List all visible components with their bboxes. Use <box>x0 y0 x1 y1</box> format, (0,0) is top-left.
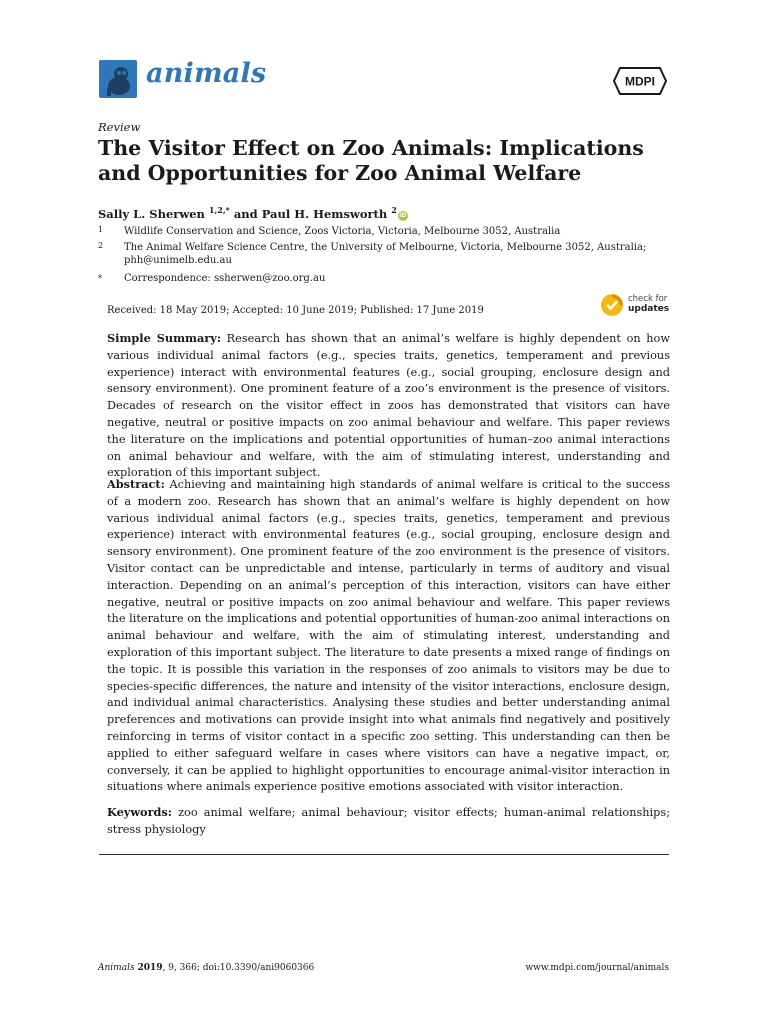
check-updates-line1: check for <box>628 294 668 304</box>
affiliation-mark: 1 <box>98 225 104 234</box>
mdpi-logo <box>612 66 668 96</box>
simple-summary <box>107 330 670 482</box>
footer-citation <box>98 963 314 973</box>
check-for-updates-button[interactable] <box>600 293 670 319</box>
check-updates-icon <box>600 293 624 317</box>
mdpi-logo-text: MDPI <box>625 74 655 89</box>
author-list <box>98 205 408 221</box>
keywords-label: Keywords: <box>107 805 172 819</box>
author-affiliation-sup: 2 <box>391 205 397 215</box>
abstract <box>107 476 670 796</box>
author-affiliation-sup: 1,2,* <box>208 205 230 215</box>
publication-dates: Received: 18 May 2019; Accepted: 10 June 2019; Published: 17 June 2019 <box>107 305 484 316</box>
affiliation-text: The Animal Welfare Science Centre, the University of Melbourne, Victoria, Melbourne 3052, Australia; phh@unimelb.edu.au <box>124 242 647 266</box>
footer-url[interactable]: www.mdpi.com/journal/animals <box>525 963 669 973</box>
author-conjunction: and <box>233 206 258 221</box>
correspondence-text[interactable]: Correspondence: ssherwen@zoo.org.au <box>124 273 326 284</box>
footer-year: 2019 <box>137 963 163 973</box>
journal-name: animals <box>146 58 267 89</box>
affiliation-mark: 2 <box>98 241 104 250</box>
article-type: Review <box>98 120 141 134</box>
abstract-label: Abstract: <box>107 477 165 491</box>
footer-journal: Animals <box>98 963 135 973</box>
journal-logo-icon <box>99 60 137 98</box>
check-updates-line2: updates <box>628 304 670 314</box>
keywords-text: zoo animal welfare; animal behaviour; visitor effects; human-animal relationships; stress physiology <box>107 806 671 836</box>
affiliation-text: Wildlife Conservation and Science, Zoos Victoria, Victoria, Melbourne 3052, Australia <box>124 226 561 237</box>
orcid-icon[interactable]: iD <box>399 211 407 219</box>
abstract-text: Achieving and maintaining high standards of animal welfare is critical to the success of a modern zoo. Research has shown that an animal’s welfare is highly dependent on how various individual animal factors (e.g., species traits, genetics, temperament and previous experience) interact with environmental features (e.g., social grouping, enclosure design and sensory environment). One prominent feature of the zoo environment is the presence of visitors. Visitor contact can be unpredictable and intense, particularly in terms of auditory and visual interaction. Depending on an animal’s perception of this interaction, visitors can have either negative, neutral or positive impacts on zoo animal behaviour and welfare. This paper reviews the literature on the implications and potential opportunities of human-zoo animal interactions on animal behaviour and welfare, with the aim of stimulating interest, understanding and exploration of this important subject. The literature to date presents a mixed range of findings on the topic. It is possible this variation in the responses of zoo animals to visitors may be due to species-specific differences, the nature and intensity of the visitor interactions, enclosure design, and individual animal characteristics. Analysing these studies and better understanding animal preferences and motivations can provide insight into what animals find negatively and positively reinforcing in terms of visitor contact in a specific zoo setting. This understanding can then be applied to either safeguard welfare in cases where visitors can have a negative impact, or, conversely, it can be applied to highlight opportunities to encourage animal-visitor interaction in situations where animals experience positive emotions associated with visitor interaction. <box>107 478 670 794</box>
simple-summary-label: Simple Summary: <box>107 331 222 345</box>
section-divider <box>99 854 669 855</box>
simple-summary-text: Research has shown that an animal’s welfare is highly dependent on how various individual animal factors (e.g., species traits, genetics, temperament and previous experience) interact with environmental features (e.g., social grouping, enclosure design and sensory environment). One prominent feature of a zoo’s environment is the presence of visitors. Decades of research on the visitor effect in zoos has demonstrated that visitors can have negative, neutral or positive impacts on zoo animal behaviour and welfare. This paper reviews the literature on the implications and potential opportunities of human–zoo animal interactions on animal behaviour and welfare, with the aim of stimulating interest, understanding and exploration of this important subject. <box>107 332 671 480</box>
footer-doi[interactable]: , 9, 366; doi:10.3390/ani9060366 <box>162 963 315 973</box>
affiliation-mark: * <box>98 274 102 283</box>
article-title: The Visitor Effect on Zoo Animals: Implications and Opportunities for Zoo Animal Welfare <box>98 136 644 185</box>
author-name[interactable]: Sally L. Sherwen <box>98 206 205 221</box>
author-name[interactable]: Paul H. Hemsworth <box>261 206 388 221</box>
keywords <box>107 804 670 839</box>
